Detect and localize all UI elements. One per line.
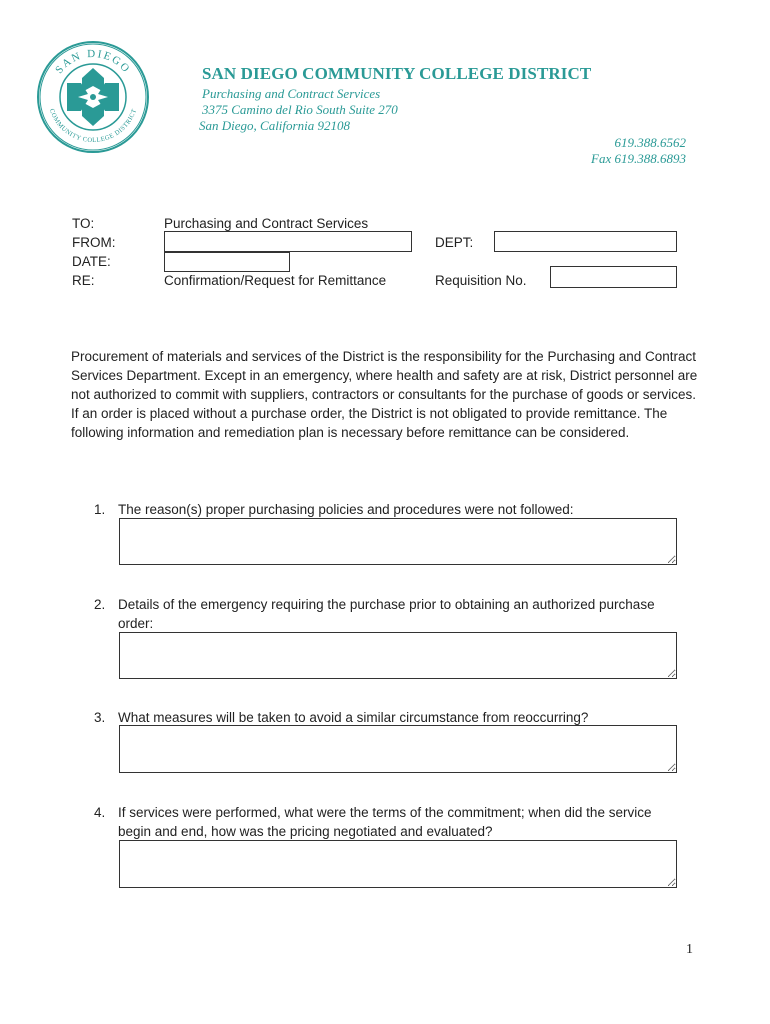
re-label: RE:	[72, 273, 95, 288]
question-3-answer[interactable]	[119, 725, 677, 773]
to-label: TO:	[72, 216, 95, 231]
seal-graphic	[36, 40, 150, 154]
question-2-number: 2.	[94, 597, 106, 612]
question-3-text: What measures will be taken to avoid a similar circumstance from reoccurring?	[118, 710, 589, 725]
requisition-label: Requisition No.	[435, 273, 527, 288]
question-4-number: 4.	[94, 805, 106, 820]
from-label: FROM:	[72, 235, 116, 250]
question-4-answer[interactable]	[119, 840, 677, 888]
question-1-answer[interactable]	[119, 518, 677, 565]
from-field[interactable]	[164, 231, 412, 252]
page-number: 1	[686, 942, 693, 957]
to-value: Purchasing and Contract Services	[164, 216, 369, 231]
district-name: SAN DIEGO COMMUNITY COLLEGE DISTRICT	[202, 64, 592, 83]
question-1-text: The reason(s) proper purchasing policies and procedures were not followed:	[118, 502, 574, 517]
dept-label: DEPT:	[435, 235, 474, 250]
seal-bottom-text: COMMUNITY COLLEGE DISTRICT	[47, 107, 139, 145]
date-label: DATE:	[72, 254, 111, 269]
date-field[interactable]	[164, 252, 290, 272]
intro-paragraph: Procurement of materials and services of the District is the responsibility for the Purchasing and Contract Services Department. Except in an emergency, where health and safety are at risk, District personnel are not authorized to commit with suppliers, contractors or consultants for the purchase of goods or services. If an order is placed without a purchase order, the District is not obligated to provide remittance. The following information and remediation plan is necessary before remittance can be considered.	[71, 349, 698, 440]
question-2-answer[interactable]	[119, 632, 677, 679]
question-2-text: Details of the emergency requiring the purchase prior to obtaining an authorized purchase order:	[118, 597, 655, 631]
address-line-1: 3375 Camino del Rio South Suite 270	[202, 102, 398, 117]
re-value: Confirmation/Request for Remittance	[164, 273, 387, 288]
fax-number: Fax 619.388.6893	[591, 151, 686, 166]
requisition-field[interactable]	[550, 266, 677, 288]
question-1-number: 1.	[94, 502, 106, 517]
question-4-text: If services were performed, what were the terms of the commitment; when did the service begin and end, how was the pricing negotiated and evaluated?	[118, 805, 652, 839]
department-name: Purchasing and Contract Services	[202, 86, 381, 101]
seal-emblem	[67, 68, 119, 126]
phone-number: 619.388.6562	[614, 135, 686, 150]
dept-field[interactable]	[494, 231, 677, 252]
district-seal-logo	[36, 40, 150, 154]
address-line-2: San Diego, California 92108	[199, 118, 350, 133]
seal-top-text: SAN DIEGO	[53, 47, 133, 77]
question-3-number: 3.	[94, 710, 106, 725]
